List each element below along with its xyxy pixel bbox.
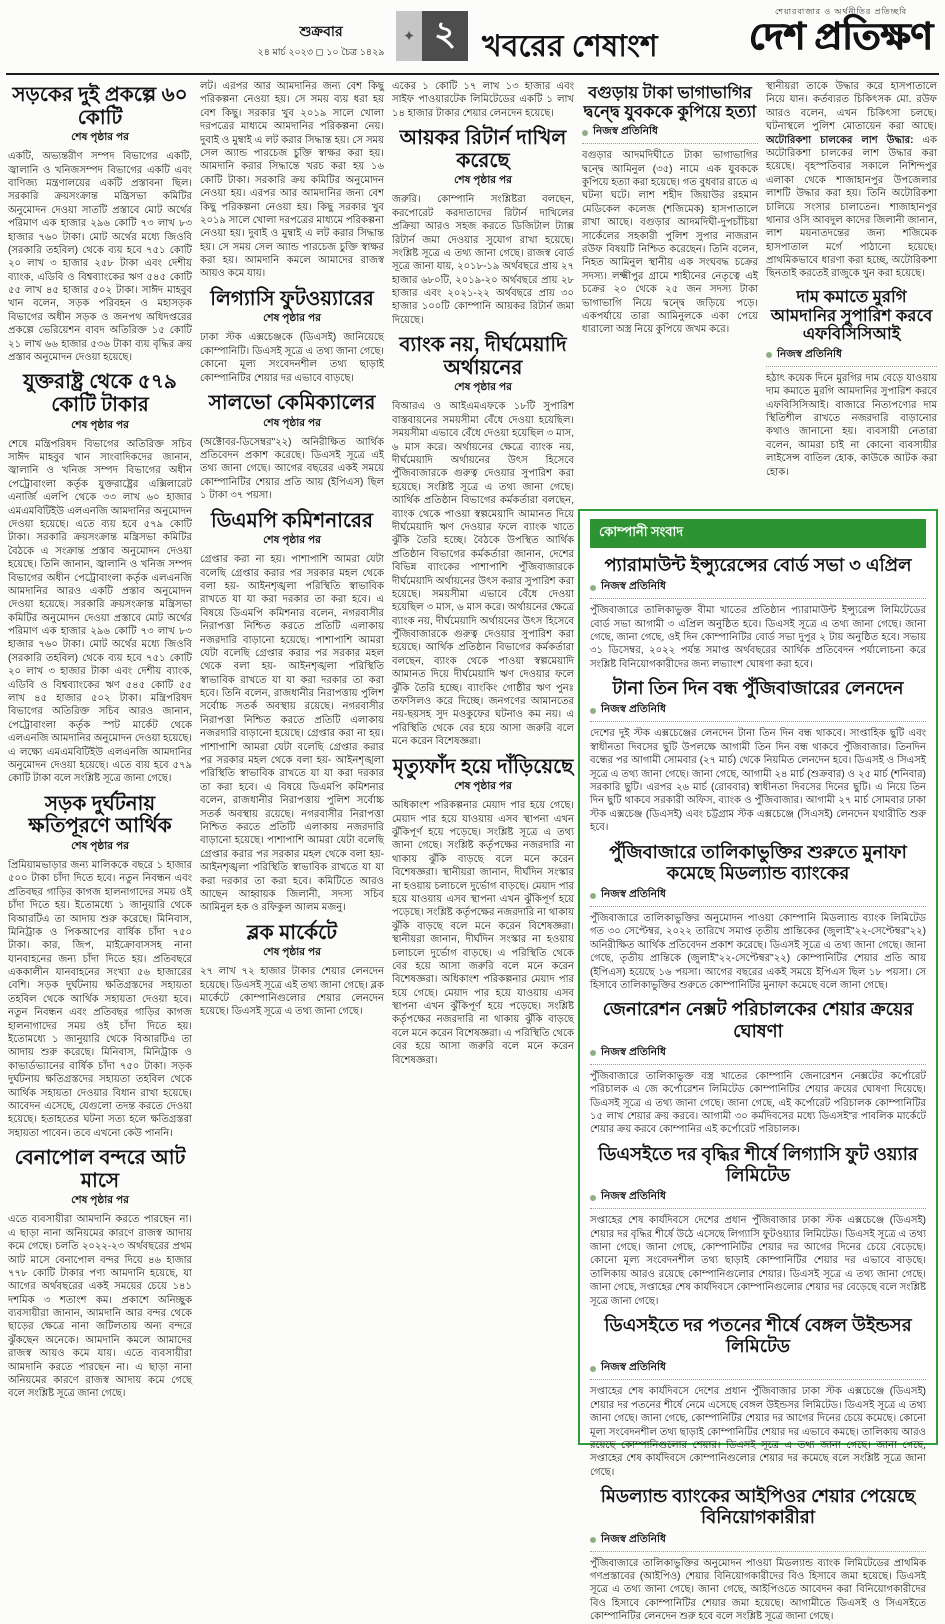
story-headline: ডিএসইতে দর বৃদ্ধির শীর্ষে লিগ্যাসি ফুট ওয়্যার লিমিটেড	[598, 1143, 918, 1186]
body-text: লট। এরপর আর আমদানির জন্য বেশ কিছু পরিকল্পনা নেওয়া হয়। সে সময় ব্যয় ধরা হয় বেশ কিছু। সরকার খুব ২০১৯ সালে খোলা দরপত্রের মাধ্যমে আমদানির পরিকল্পনা নেয়। দুবাই ও মুম্বাই এ লট করার সিদ্ধান্ত হয়। সে সময় সেল অ্যান্ড পারচেজ চুক্তি স্বাক্ষর করা হয়। আমদানি করার সিদ্ধান্তে খরচ করা হয় ১৬ কোটি টাকা। সরকারি ক্রয় কমিটির অনুমোদন নেওয়া হয়। এরপর আর আমদানির জন্য বেশ কিছু পরিকল্পনা নেওয়া হয়। কিছু সরকার খুব ২০১৯ সালে খোলা দরপত্রের মাধ্যমে পরিকল্পনা নেওয়া হয়। দুবাই ও মুম্বাই এ লট করার সিদ্ধান্ত হয়। সে সময় সেল অ্যান্ড পারচেজ চুক্তি স্বাক্ষর করা হয়। আমদানি কমলে আমাদের রাজস্ব আয়ও কমে যায়।	[200, 81, 384, 280]
story-body	[590, 1557, 926, 1624]
continued-from-last-page-label: শেষ পৃষ্ঠার পর	[71, 418, 129, 431]
byline-bullet-icon	[590, 585, 596, 591]
byline	[582, 124, 758, 141]
story-headline: ডিএসইতে দর পতনের শীর্ষে বেঙ্গল উইন্ডসর লিমিটেড	[604, 1314, 912, 1357]
body-text: দেশের দুই স্টক এক্সচেঞ্জের লেনদেন টানা তিন দিন বন্ধ থাকবে। সাপ্তাহিক ছুটি এবং স্বাধীনতা দিবসের ছুটি উপলক্ষে আগামী তিন দিন বন্ধ থাকবে পুঁজিবাজার। তিনদিন বন্ধের পর আগামী সোমবার (২৭ মার্চ) থেকে নিয়মিত লেনদেন হবে। ডিএসই ও সিএসই সূত্রে এ তথ্য জানা গেছে। জানা গেছে, আগামী ২৪ মার্চ (শুক্রবার) ও ২৫ মার্চ (শনিবার) সরকারি ছুটি। এরপর ২৬ মার্চ (রোববার) স্বাধীনতা দিবসের দিনের ছুটি। এ নিয়ে তিন দিন ছুটি থাকবে সরকারী অফিস, ব্যাংক ও পুঁজিবাজার। আগামী ২৭ মার্চ সোমবার ঢাকা স্টক এক্সচেঞ্জ (ডিএসই) এবং চট্টগ্রাম স্টক এক্সচেঞ্জে (সিএসই) লেনদেন যথারীতি শুরু হবে।	[590, 728, 926, 834]
byline	[590, 702, 926, 719]
body-text: অধিকাংশ পরিকল্পনার মেয়াদ পার হয়ে গেছে। মেয়াদ পার হয়ে যাওয়ায় এসব স্থাপনা এখন ঝুঁকিপূর্ণ হয়ে পড়েছে। সংশ্লিষ্ট সূত্রে এ তথ্য জানা গেছে। সংশ্লিষ্ট কর্তৃপক্ষের নজরদারি না থাকায় ঝুঁকি বাড়ছে বলে মনে করেন বিশেষজ্ঞরা। স্থানীয়রা জানান, দীর্ঘদিন সংস্কার না হওয়ায় চলাচলে দুর্ভোগ বাড়ছে। মেয়াদ পার হয়ে যাওয়ায় এসব স্থাপনা এখন ঝুঁকিপূর্ণ হয়ে পড়েছে। সংশ্লিষ্ট কর্তৃপক্ষের নজরদারি না থাকায় ঝুঁকি বাড়ছে বলে মনে করেন বিশেষজ্ঞরা। স্থানীয়রা জানান, দীর্ঘদিন সংস্কার না হওয়ায় চলাচলে দুর্ভোগ বাড়ছে। এ পরিস্থিতি থেকে বের হয়ে আসা জরুরি বলে মনে করেন বিশেষজ্ঞরা। অধিকাংশ পরিকল্পনার মেয়াদ পার হয়ে গেছে। মেয়াদ পার হয়ে যাওয়ায় এসব স্থাপনা এখন ঝুঁকিপূর্ণ হয়ে পড়েছে। সংশ্লিষ্ট কর্তৃপক্ষের নজরদারি না থাকায় ঝুঁকি বাড়ছে বলে মনে করেন বিশেষজ্ঞরা। এ পরিস্থিতি থেকে বের হয়ে আসা জরুরি বলে মনে করেন বিশেষজ্ঞরা।	[392, 800, 574, 1066]
story-headline: জেনারেশন নেক্সট পরিচালকের শেয়ার ক্রয়ের ঘোষণা	[602, 999, 914, 1041]
story	[590, 1315, 926, 1479]
column-4	[582, 80, 758, 506]
body-text: পুঁজিবাজারে তালিকাভুক্তির অনুমোদন পাওয়া মিডল্যান্ড ব্যাংক লিমিটেডের প্রাথমিক গণপ্রস্তাবের (আইপিও) শেয়ার বিনিয়োগকারীদের বিও হিসাবে জমা হয়েছে। ডিএসই সূত্রে এ তথ্য জানা গেছে। জানা গেছে, আইপিওতে আবেদন করা বিনিয়োগকারীদের বিও হিসাবে কোম্পানিটির শেয়ার জমা হয়েছে। আগামীতে ডিএসই ও সিএসইতে কোম্পানিটির লেনদেন শুরু হবে বলে সংশ্লিষ্ট সূত্রে জানা গেছে।	[590, 1557, 926, 1623]
story-body	[590, 1214, 926, 1308]
body-text: এতে ব্যবসায়ীরা আমদানি করতে পারছেন না। এ ছাড়া নানা অনিয়মের কারণে রাজস্ব আদায় কমে গেছে। চলতি ২০২২-২৩ অর্থবছরের প্রথম আট মাসে বেনাপোল বন্দর দিয়ে ৪৬ হাজার ৭৭৮ কোটি টাকার পণ্য আমদানি হয়েছে, যা আগের অর্থবছরের একই সময়ের চেয়ে ১৪১ দশমিক ৩ শতাংশ কম। প্রকাশে অনিচ্ছুক ব্যবসায়ীরা জানান, আমদানি আর বন্দর থেকে ছাড়ের ক্ষেত্রে নানা জটিলতায় অন্য বন্দরে ঝুঁকছেন অনেকে। আমদানি কমলে আমাদের রাজস্ব আয়ও কমে যায়। এতে ব্যবসায়ীরা আমদানি করতে পারছেন না। এ ছাড়া নানা অনিয়মের কারণে রাজস্ব আদায় কমে গেছে বলে সংশ্লিষ্ট সূত্রে জানা গেছে।	[8, 1214, 192, 1400]
story	[8, 371, 192, 785]
byline-bullet-icon	[590, 1195, 596, 1201]
byline-reporter-label: নিজস্ব প্রতিনিধি	[601, 1045, 666, 1058]
masthead-tagline: শেয়ারবাজার ও অর্থনীতির প্রতিচ্ছবি	[775, 7, 908, 16]
story-body	[200, 80, 384, 281]
byline-reporter-label: নিজস্ব প্রতিনিধি	[777, 347, 842, 360]
body-text: একের ১ কোটি ১৭ লাখ ১৩ হাজার এবং সাইফ পাওয়ারটেক লিমিটেডের একটি ১ লাখ ১৪ হাজার টাকার শেয়ার লেনদেন হয়েছে।	[392, 81, 574, 119]
byline	[590, 1532, 926, 1549]
byline-divider	[590, 1551, 926, 1552]
body-text: এক অটোরিকশা চালকের লাশ উদ্ধার করা হয়েছে। বৃহস্পতিবার সকালে নিশিন্দপুর এলাকা থেকে শাজাহানপুর উপজেলার লাশটি উদ্ধার করা হয়। তিনি অটোরিকশা চালিয়ে সংসার চালাতেন। শাজাহানপুর থানার ওসি আবদুল কাদের জিলানী জানান, লাশ ময়নাতদন্তের জন্য শজিমেক হাসপাতাল মর্গে পাঠানো হয়েছে। প্রাথমিকভাবে ধারণা করা হচ্ছে, অটোরিকশা ছিনতাই করতেই রাজুকে খুন করা হয়েছে।	[766, 134, 937, 280]
byline-divider	[590, 1064, 926, 1065]
weekday-label: শুক্রবার	[299, 23, 343, 39]
body-text: সপ্তাহের শেষ কার্যদিবসে দেশের প্রধান পুঁজিবাজার ঢাকা স্টক এক্সচেঞ্জে (ডিএসই) শেয়ার দর বৃদ্ধির শীর্ষে উঠে এসেছে লিগ্যাসি ফুটওয়্যার লিমিটেড। ডিএসই সূত্রে এ তথ্য জানা গেছে। জানা গেছে, কোম্পানিটির শেয়ার দর আগের দিনের চেয়ে বেড়েছে। কোনো মূল্য সংবেদনশীল তথ্য ছাড়াই কোম্পানিটির শেয়ার দর এভাবে বাড়ছে। তালিকায় আরও রয়েছে কোম্পানিগুলোর শেয়ার। ডিএসই সূত্রে এ তথ্য জানা গেছে। জানা গেছে, সপ্তাহের শেষ কার্যদিবসে কোম্পানিগুলোর শেয়ার দর বেড়েছে বলে সংশ্লিষ্ট সূত্রে জানা গেছে।	[590, 1215, 926, 1307]
byline-reporter-label: নিজস্ব প্রতিনিধি	[601, 703, 666, 716]
byline-bullet-icon	[590, 1366, 596, 1372]
byline-divider	[766, 366, 937, 367]
story-headline: ডিএমপি কমিশনারের	[210, 509, 374, 532]
header-rule	[6, 73, 939, 75]
byline-reporter-label: নিজস্ব প্রতিনিধি	[601, 1361, 666, 1374]
story-body	[8, 438, 192, 786]
continued-from-last-page-label: শেষ পৃষ্ঠার পর	[263, 416, 321, 429]
byline-reporter-label: নিজস্ব প্রতিনিধি	[593, 125, 658, 138]
story	[392, 80, 574, 120]
byline-reporter-label: নিজস্ব প্রতিনিধি	[601, 888, 666, 901]
body-text: বগুড়ার আদমদিঘীতে টাকা ভাগাভাগির দ্বন্দ্বে আমিনুল (৩৫) নামে এক যুবককে কুপিয়ে হত্যা করা হয়েছে। গত বুধবার রাতে এ ঘটনা ঘটে। লাশ শহীদ জিয়াউর রহমান মেডিকেল কলেজ (শজিমেক) হাসপাতালে রাখা আছে। বগুড়ার আদমদিঘী-দুপচাঁচিয়া সার্কেলের সহকারী পুলিশ সুপার নাজরান রউফ বিষয়টি নিশ্চিত করেছেন। তিনি বলেন, নিহত আমিনুল স্থানীয় এক সংঘবদ্ধ চক্রের সদস্য। লক্ষ্মীপুর গ্রামে শাহীনের নেতৃত্বে এই চক্রের ২০ থেকে ২৫ জন সদস্য টাকা ভাগাভাগি নিয়ে দ্বন্দ্বে জড়িয়ে পড়ে। একপর্যায়ে তারা আমিনুলকে একা পেয়ে ধারালো অস্ত্র নিয়ে কুপিয়ে জখম করে।	[582, 150, 758, 336]
story-body	[200, 965, 384, 1019]
story-body	[392, 400, 574, 748]
continued-from-last-page-label: শেষ পৃষ্ঠার পর	[71, 1194, 129, 1207]
continued-from-last-page-label: শেষ পৃষ্ঠার পর	[454, 381, 512, 394]
continued-from-last-page-label: শেষ পৃষ্ঠার পর	[71, 131, 129, 144]
body-text: পুঁজিবাজারে তালিকাভুক্ত বস্ত্র খাতের কোম্পানি জেনারেশন নেক্সটের কর্পোরেট পরিচালক এ জে কর্পোরেশন লিমিটেড কোম্পানিটির শেয়ার ক্রয়ের ঘোষণা দিয়েছে। ডিএসই সূত্রে এ তথ্য জানা গেছে। জানা গেছে, এই কর্পোরেট পরিচালক কোম্পানিটির ১৫ লাখ শেয়ার ক্রয় করবে। আগামী ৩০ কর্মদিবসের মধ্যে ডিএসই"র পাবলিক মার্কেটে শেয়ার ক্রয় করবে কোম্পানির এই কর্পোরেট পরিচালক।	[590, 1070, 926, 1136]
body-text: প্রিমিয়ামভাড়ার জন্য মালিককে বছরে ১ হাজার ৫০০ টাকা চাঁদা দিতে হবে। নতুন নিবন্ধন এবং প্রতিবছর গাড়ির কাগজ হালনাগাদের সময় ওই চাঁদা দিতে হয়। ইতোমধ্যে ১ জানুয়ারি থেকে বিআরটিএ তা আদায় শুরু করেছে। মিনিবাস, মিনিট্রাক ও পিকআপের বার্ষিক চাঁদা ৭৫০ টাকা। কার, জিপ, মাইক্রোবাসসহ নানা যানবাহনের জন্য চাঁদা দিতে হয়। প্রতিবছরে এককালীন যানবাহনের সংখ্যা ৫৬ হাজারের বেশি। সড়ক দুর্ঘটনায় ক্ষতিগ্রস্তদের সহায়তা তহবিল থেকে আর্থিক সহায়তা দেওয়া হবে। নতুন নিবন্ধন এবং প্রতিবছর গাড়ির কাগজ হালনাগাদের সময় ওই চাঁদা দিতে হয়। ইতোমধ্যে ১ জানুয়ারি থেকে বিআরটিএ তা আদায় শুরু করেছে। মিনিবাস, মিনিট্রাক ও কাভার্ডভ্যানের বার্ষিক চাঁদা ৭৫০ টাকা। সড়ক দুর্ঘটনায় ক্ষতিগ্রস্তদের সহায়তা তহবিল থেকে আর্থিক সহায়তা দেওয়ার বিধান রাখা হয়েছে। আবেদন এসেছে, যেগুলো তদন্ত করতে দেওয়া হয়েছে। হতাহতের ঘটনা সত্য হলে ক্ষতিগ্রস্তরা সহায়তা পাবেন। তবে এখনো কেউ পাননি।	[8, 859, 192, 1139]
continued-from-last-page-label: শেষ পৃষ্ঠার পর	[454, 174, 512, 187]
byline-reporter-label: নিজস্ব প্রতিনিধি	[601, 1190, 666, 1203]
page-ornament-icon: ✦	[396, 11, 422, 61]
body-text: গ্রেপ্তার করা না হয়। পাশাপাশি আমরা যেটা বলেছি গ্রেপ্তার করার পর সরকার মহল থেকে বলা হয়- আইনশৃঙ্খলা পরিস্থিতি স্বাভাবিক রাখতে যা যা করা দরকার তা করা হবে। এ বিষয়ে ডিএমপি কমিশনার বলেন, নগরবাসীর নিরাপত্তা নিশ্চিত করতে প্রতিটি এলাকায় নজরদারি বাড়ানো হয়েছে। পাশাপাশি আমরা যেটা বলেছি গ্রেপ্তার করার পর সরকার মহল থেকে বলা হয়- আইনশৃঙ্খলা পরিস্থিতি স্বাভাবিক রাখতে যা যা করা দরকার তা করা হবে। তিনি বলেন, রাজধানীর নিরাপত্তায় পুলিশ সর্বোচ্চ সতর্ক অবস্থায় রয়েছে। নগরবাসীর নিরাপত্তা নিশ্চিত করতে প্রতিটি এলাকায় নজরদারি বাড়ানো হয়েছে। গ্রেপ্তার করা না হয়। পাশাপাশি আমরা যেটা বলেছি গ্রেপ্তার করার পর সরকার মহল থেকে বলা হয়- আইনশৃঙ্খলা পরিস্থিতি স্বাভাবিক রাখতে যা যা করা দরকার তা করা হবে। এ বিষয়ে ডিএমপি কমিশনার বলেন, রাজধানীর নিরাপত্তায় পুলিশ সর্বোচ্চ সতর্ক অবস্থায় রয়েছে। নগরবাসীর নিরাপত্তা নিশ্চিত করতে প্রতিটি এলাকায় নজরদারি বাড়ানো হয়েছে। পাশাপাশি আমরা যেটা বলেছি গ্রেপ্তার করার পর সরকার মহল থেকে বলা হয়- আইনশৃঙ্খলা পরিস্থিতি স্বাভাবিক রাখতে যা যা করা দরকার তা করা হবে। কমিটিতে আরও আছেন আহ্বায়ক জিলানী, সদস্য সচিব আমিনুল হক ও রফিকুল আলম মজনু।	[200, 554, 384, 914]
body-text: বিআরএ ও আইএমএফকে ১৮টি সুপারিশ বাস্তবায়নের সময়সীমা বেঁধে দেওয়া হয়েছিল। সময়সীমা এভাবে বেঁধে দেওয়া হয়েছিল ৩ মাস, ৬ মাস করে। অর্থায়নের ক্ষেত্রে ব্যাংক নয়, দীর্ঘমেয়াদি অর্থায়নের উৎস হিসেবে পুঁজিবাজারকে গুরুত্ব দেওয়ার সুপারিশ করা হয়েছে। সংশ্লিষ্ট সূত্রে এ তথ্য জানা গেছে। আর্থিক প্রতিষ্ঠান বিভাগের কর্মকর্তারা বলছেন, ব্যাংক থেকে পাওয়া স্বল্পমেয়াদি আমানত দিয়ে দীর্ঘমেয়াদি ঋণ দেওয়ার ফলে ব্যাংক খাতে ঝুঁকি তৈরি হচ্ছে। বৈঠকে উপস্থিত আর্থিক প্রতিষ্ঠান বিভাগের কর্মকর্তারা জানান, দেশের বিভিন্ন ব্যাংকের পাশাপাশি পুঁজিবাজারকে দীর্ঘমেয়াদি অর্থায়নের উৎস করার সুপারিশ করা হয়েছে। সময়সীমা এভাবে বেঁধে দেওয়া হয়েছিল ৩ মাস, ৬ মাস করে। অর্থায়নের ক্ষেত্রে ব্যাংক নয়, দীর্ঘমেয়াদি অর্থায়নের উৎস হিসেবে পুঁজিবাজারকে গুরুত্ব দেওয়ার সুপারিশ করা হয়েছে। আর্থিক প্রতিষ্ঠান বিভাগের কর্মকর্তারা বলছেন, ব্যাংক থেকে পাওয়া স্বল্পমেয়াদি আমানত দিয়ে দীর্ঘমেয়াদি ঋণ দেওয়ার ফলে ঝুঁকি তৈরি হচ্ছে। ব্যাংকিং গোষ্ঠীর ঋণ পুনঃ তফসিলও করে দিচ্ছে। জনগণের আমানতের নয়-ছয়সহ সুদ মওকুফের ঘটনাও কম নয়। এ পরিস্থিতি থেকে বের হয়ে আসা জরুরি বলে মনে করেন বিশেষজ্ঞরা।	[392, 401, 574, 748]
story-body	[8, 150, 192, 364]
byline-bullet-icon	[766, 352, 772, 358]
body-text: পুঁজিবাজারে তালিকাভুক্ত বীমা খাতের প্রতিষ্ঠান প্যারামাউন্ট ইন্স্যুরেন্স লিমিটেডের বোর্ড সভা আগামী ৩ এপ্রিল অনুষ্ঠিত হবে। ডিএসই সূত্রে এ তথ্য জানা গেছে। জানা গেছে, জানা গেছে, ওই দিন কোম্পানিটির বোর্ড সভা দুপুর ২ টায় অনুষ্ঠিত হবে। সভায় ৩১ ডিসেম্বর, ২০২২ পর্যন্ত সমাপ্ত অর্থবছরের আর্থিক প্রতিবেদন পর্যালোচনা করে সংশ্লিষ্ট বিনিয়োগকারীদের জন্য লভ্যাংশ ঘোষণা করা হবে।	[590, 605, 926, 670]
byline-reporter-label: নিজস্ব প্রতিনিধি	[601, 1532, 666, 1545]
story	[590, 555, 926, 671]
story	[590, 999, 926, 1136]
byline-bullet-icon	[582, 130, 588, 136]
date-line: ২৪ মার্চ ২০২৩ ◻ ১০ চৈত্র ১৪২৯	[257, 47, 385, 58]
byline	[590, 887, 926, 904]
section-title: খবরের শেষাংশ	[482, 30, 658, 63]
story	[200, 80, 384, 281]
story-body	[590, 912, 926, 992]
byline	[590, 579, 926, 596]
story-body	[590, 1070, 926, 1137]
byline-divider	[590, 721, 926, 722]
byline	[766, 347, 937, 364]
column-1	[8, 80, 192, 1445]
masthead	[749, 6, 933, 56]
story-body	[8, 859, 192, 1140]
story-body	[590, 1385, 926, 1479]
story-body	[200, 331, 384, 385]
story-body	[590, 604, 926, 671]
byline-reporter-label: নিজস্ব প্রতিনিধি	[601, 580, 666, 593]
body-text: স্থানীয়রা তাকে উদ্ধার করে হাসপাতালে নিয়ে যান। কর্তব্যরত চিকিৎসক মো. রউফ আরও বলেন, এখন চিকিৎসা চলছে। ঘটনাস্থলে পুলিশ মোতায়েন করা আছে।	[766, 81, 937, 133]
story-headline: ব্লক মার্কেটে	[246, 921, 338, 944]
story-body	[392, 193, 574, 327]
inline-subhead: অটোরিকশা চালকের লাশ উদ্ধার:	[766, 134, 914, 146]
byline-bullet-icon	[590, 1050, 596, 1056]
page-number: ২	[422, 11, 468, 61]
byline-bullet-icon	[590, 708, 596, 714]
story	[590, 1486, 926, 1623]
page-header	[0, 0, 945, 74]
story	[582, 84, 758, 337]
story	[766, 288, 937, 479]
continued-from-last-page-label: শেষ পৃষ্ঠার পর	[263, 946, 321, 959]
byline-divider	[590, 1208, 926, 1209]
byline	[590, 1189, 926, 1206]
story	[8, 793, 192, 1140]
continued-from-last-page-label: শেষ পৃষ্ঠার পর	[71, 839, 129, 852]
story-headline: বেনাপোল বন্দরে আট মাসে	[14, 1147, 186, 1192]
continued-from-last-page-label: শেষ পৃষ্ঠার পর	[263, 534, 321, 547]
masthead-name: দেশ প্রতিক্ষণ	[749, 17, 933, 58]
body-text: হঠাৎ কয়েক দিনে মুরগির দাম বেড়ে যাওয়ায় দাম কমাতে মুরগি আমদানির সুপারিশ করবে এফবিসিসিআই। বাজারে নিত্যপণ্যের দাম স্থিতিশীল রাখতে নজরদারি বাড়ানোর কথাও জানানো হয়। ব্যবসায়ী নেতারা বলেন, আমরা চাই না কোনো ব্যবসায়ীর লাইসেন্স বাতিল হোক, কাউকে আটক করা হোক।	[766, 372, 937, 478]
continued-from-last-page-label: শেষ পৃষ্ঠার পর	[454, 780, 512, 793]
story-body	[590, 727, 926, 834]
story-body	[766, 80, 937, 281]
story-headline: বগুড়ায় টাকা ভাগাভাগির দ্বন্দ্বে যুবককে কুপিয়ে হত্যা	[583, 84, 757, 121]
column-3	[392, 80, 574, 1445]
story-headline: পুঁজিবাজারে তালিকাভুক্তির শুরুতে মুনাফা কমেছে মিডল্যান্ড ব্যাংকের	[609, 841, 907, 883]
story	[200, 288, 384, 385]
byline-divider	[590, 1379, 926, 1380]
story	[8, 84, 192, 364]
continued-from-last-page-label: শেষ পৃষ্ঠার পর	[263, 312, 321, 325]
story-body	[392, 799, 574, 1067]
column-5	[766, 80, 937, 506]
story	[8, 1147, 192, 1401]
page-number-box	[396, 11, 468, 61]
byline-divider	[590, 598, 926, 599]
byline-divider	[590, 906, 926, 907]
body-text: ২৭ লাখ ৭২ হাজার টাকার শেয়ার লেনদেন হয়েছে। ডিএসই সূত্রে এই তথ্য জানা গেছে। ব্লক মার্কেটে কোম্পানিগুলোর শেয়ার লেনদেন হয়েছে। ডিএসই সূত্রে এ তথ্য জানা গেছে।	[200, 966, 384, 1018]
company-news-title-bar: কোম্পানী সংবাদ	[590, 519, 926, 548]
byline	[590, 1360, 926, 1377]
story	[200, 922, 384, 1019]
body-text: একটি, অভ্যন্তরীণ সম্পদ বিভাগের একটি, জ্বালানি ও খনিজসম্পদ বিভাগের একটি এবং বাণিজ্য মন্ত্রণালয়ের একটি প্রস্তাবনা ছিল। সরকারি ক্রয়সংক্রান্ত মন্ত্রিসভা কমিটির অনুমোদন দেওয়া সাতটি প্রস্তাবে মোট অর্থের পরিমাণ এক হাজার ২৯৬ কোটি ৭৩ লাখ ৮৩ হাজার ৭৬০ টাকা। মোট অর্থের মধ্যে জিওবি (সরকারি তহবিল) থেকে ব্যয় হবে ৭৫১ কোটি ২০ লাখ ৩ হাজার ২৫৮ টাকা এবং দেশীয় ব্যাংক, এডিবি ও বিশ্বব্যাংকের ঋণ ৫৪৫ কোটি ৫৫ লাখ ৪৫ হাজার ৫০২ টাকা। সাঈদ মাহবুব খান বলেন, সড়ক পরিবহন ও মহাসড়ক বিভাগের অধীন সড়ক ও জনপথ অধিদপ্তরের প্রকল্পে ভেরিয়েশন বাবদ অতিরিক্ত ১৫ কোটি ২১ লাখ ৬৬ হাজার ৫৩৬ টাকা ব্যয় বৃদ্ধির ক্রয় প্রস্তাব অনুমোদন দেওয়া হয়েছে।	[8, 151, 192, 364]
story-headline: লিগ্যাসি ফুটওয়্যারের	[210, 287, 374, 310]
story-body	[392, 80, 574, 120]
story-headline: সড়ক দুর্ঘটনায় ক্ষতিপূরণে আর্থিক	[28, 792, 172, 838]
story-headline: মৃত্যুফাঁদ হয়ে দাঁড়িয়েছে	[392, 755, 574, 778]
byline-divider	[582, 143, 758, 144]
story	[392, 334, 574, 748]
story	[200, 392, 384, 503]
body-text: (অক্টোবর-ডিসেম্বর"২২) অনিরীক্ষিত আর্থিক প্রতিবেদন প্রকাশ করেছে। ডিএসই সূত্রে এই তথ্য জানা গেছে। আগের বছরের একই সময়ে কোম্পানিটির শেয়ার প্রতি আয় (ইপিএস) ছিল ১ টাকা ৩৭ পয়সা।	[200, 436, 384, 502]
company-news-box	[578, 509, 938, 1623]
story-headline: যুক্তরাষ্ট্র থেকে ৫৭৯ কোটি টাকার	[23, 371, 177, 417]
story	[590, 1144, 926, 1308]
body-text: ঢাকা স্টক এক্সচেঞ্জকে (ডিএসই) জানিয়েছে কোম্পানিটি। ডিএসই সূত্রে এ তথ্য জানা গেছে। কোনো মূল্য সংবেদনশীল তথ্য ছাড়াই কোম্পানিটির শেয়ার দর এভাবে বাড়ছে।	[200, 332, 384, 384]
byline	[590, 1045, 926, 1062]
story-headline: ব্যাংক নয়, দীর্ঘমেয়াদি অর্থায়নের	[399, 334, 567, 379]
story-body	[200, 436, 384, 503]
story-body	[8, 1213, 192, 1400]
story-headline: প্যারামাউন্ট ইন্স্যুরেন্সের বোর্ড সভা ৩ এপ্রিল	[604, 555, 912, 575]
story	[590, 842, 926, 993]
story-headline: সালভো কেমিক্যালের	[208, 392, 376, 415]
column-2	[200, 80, 384, 1445]
story-headline: টানা তিন দিন বন্ধ পুঁজিবাজারের লেনদেন	[612, 678, 904, 699]
story-headline: মিডল্যান্ড ব্যাংকের আইপিওর শেয়ার পেয়েছে বিনিয়োগকারীরা	[600, 1486, 916, 1528]
story	[392, 756, 574, 1067]
body-text: সপ্তাহের শেষ কার্যদিবসে দেশের প্রধান পুঁজিবাজার ঢাকা স্টক এক্সচেঞ্জে (ডিএসই) শেয়ার দর পতনের শীর্ষে নেমে এসেছে বেঙ্গল উইন্ডসর লিমিটেড। ডিএসই সূত্রে এ তথ্য জানা গেছে। জানা গেছে, কোম্পানিটির শেয়ার দর আগের দিনের চেয়ে কমেছে। কোনো মূল্য সংবেদনশীল তথ্য ছাড়াই কোম্পানিটির শেয়ার দর এভাবে কমছে। তালিকায় আরও রয়েছে কোম্পানিগুলোর শেয়ার। ডিএসই সূত্রে এ তথ্য জানা গেছে। জানা গেছে, সপ্তাহের শেষ কার্যদিবসে কোম্পানিগুলোর শেয়ার দর কমেছে বলে সংশ্লিষ্ট সূত্রে জানা গেছে।	[590, 1386, 926, 1478]
date-block	[252, 20, 390, 61]
story	[590, 678, 926, 834]
story-body	[582, 149, 758, 336]
company-news-stories	[590, 555, 926, 1624]
byline-bullet-icon	[590, 1537, 596, 1543]
byline-bullet-icon	[590, 893, 596, 899]
story-headline: আয়কর রিটার্ন দাখিল করেছে	[399, 127, 567, 172]
story-headline: দাম কমাতে মুরগি আমদানির সুপারিশ করবে এফবিসিসিআই	[770, 287, 933, 344]
story-body	[766, 372, 937, 479]
story-headline: সড়কের দুই প্রকল্পে ৬০ কোটি	[12, 84, 188, 129]
story	[392, 127, 574, 327]
story-body	[200, 553, 384, 915]
story	[766, 80, 937, 281]
body-text: পুঁজিবাজারে তালিকাভুক্তির অনুমোদন পাওয়া কোম্পানি মিডল্যান্ড ব্যাংক লিমিটেড গত ৩০ সেপ্টেম্বর, ২০২২ তারিখে সমাপ্ত তৃতীয় প্রান্তিকের (জুলাই"২২-সেপ্টেম্বর"২২) অনিরীক্ষিত আর্থিক প্রতিবেদন প্রকাশ করেছে। ডিএসই সূত্রে এ তথ্য জানা গেছে। জানা গেছে, তৃতীয় প্রান্তিকে (জুলাই"২২-সেপ্টেম্বর"২২) কোম্পানিটির শেয়ার প্রতি আয় (ইপিএস) হয়েছে ১৬ পয়সা। আগের বছরের একই সময়ে ইপিএস ছিল ১৮ পয়সা। সে হিসাবে তালিকাভুক্তির শুরুতে কোম্পানিটির মুনাফা কমেছে বলে জানা গেছে।	[590, 913, 926, 991]
body-text: শেষে মন্ত্রিপরিষদ বিভাগের অতিরিক্ত সচিব সাঈদ মাহবুব খান সাংবাদিকদের জানান, জ্বালানি ও খনিজ সম্পদ বিভাগের অধীন পেট্রোবাংলা কর্তৃক যুক্তরাষ্ট্রের এক্সিলারেট এনার্জি এলপি থেকে ৩৩ লাখ ৬০ হাজার এমএমবিটিইউ এলএনজি আমদানির অনুমোদন দেওয়া হয়েছে। এতে ব্যয় হবে ৫৭৯ কোটি টাকা। সরকারি ক্রয়সংক্রান্ত মন্ত্রিসভা কমিটির বৈঠকে এ সংক্রান্ত প্রস্তাব অনুমোদন দেওয়া হয়েছে। তিনি জানান, জ্বালানি ও খনিজ সম্পদ বিভাগের অধীন পেট্রোবাংলা কর্তৃক এলএনজি আমদানির আরও একটি প্রস্তাব অনুমোদন দেওয়া হয়েছে। সরকারি ক্রয়সংক্রান্ত মন্ত্রিসভা কমিটির অনুমোদন দেওয়া প্রস্তাবে মোট অর্থের পরিমাণ এক হাজার ২৯৬ কোটি ৭৩ লাখ ৮৩ হাজার ৭৬০ টাকা। মোট অর্থের মধ্যে জিওবি (সরকারি তহবিল) থেকে ব্যয় হবে ৭৫১ কোটি ২০ লাখ ৩ হাজার টাকা এবং দেশীয় ব্যাংক, এডিবি ও বিশ্বব্যাংকের ঋণ ৫৪৫ কোটি ৫৫ লাখ ৪৫ হাজার ৫০২ টাকা। মন্ত্রিপরিষদ বিভাগের অতিরিক্ত সচিব আরও জানান, পেট্রোবাংলা কর্তৃক স্পট মার্কেট থেকে এলএনজি আমদানির অনুমোদন দেওয়া হয়েছে। এ লক্ষ্যে এমএমবিটিইউ এলএনজি আমদানির অনুমোদন দেওয়া হয়েছে। এতে ব্যয় হবে ৫৭৯ কোটি টাকা বলে সংশ্লিষ্ট সূত্রে জানা গেছে।	[8, 438, 192, 785]
body-text: জরুরি। কোম্পানি সংশ্লিষ্টরা বলছেন, করপোরেট করদাতাদের রিটার্ন দাখিলের প্রক্রিয়া আরও সহজ করতে ডিজিটাল ট্যাক্স রিটার্ন জমা দেওয়ার সুযোগ রাখা হয়েছে। সংশ্লিষ্ট সূত্রে এ তথ্য জানা গেছে। রাজস্ব বোর্ড সূত্রে জানা যায়, ২০১৮-১৯ অর্থবছরে প্রায় ২৭ হাজার ৬৮০টি, ২০১৯-২০ অর্থবছরে প্রায় ২৮ হাজার এবং ২০২১-২২ অর্থবছরে প্রায় ৩০ হাজার ১০০টি কোম্পানি আয়কর রিটার্ন জমা দিয়েছে।	[392, 194, 574, 326]
story	[200, 510, 384, 915]
